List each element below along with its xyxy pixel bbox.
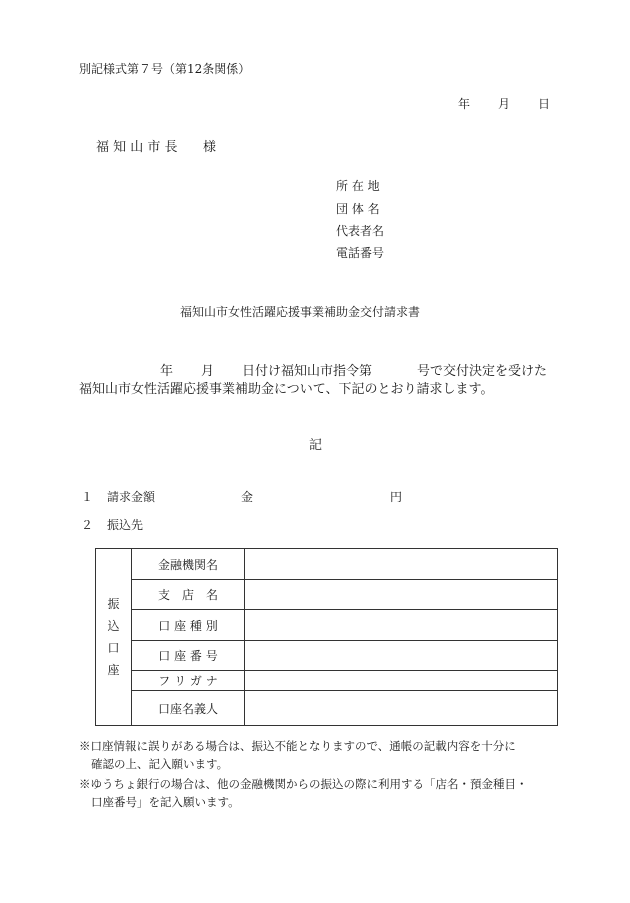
body-line2: 福知山市女性活躍応援事業補助金について、下記のとおり請求します。 [79,382,494,397]
branch-name-field[interactable] [245,580,558,610]
item1-kin: 金 [241,490,254,504]
date-day-label: 日 [538,97,551,111]
side-char-4: 座 [107,663,120,677]
applicant-phone-label: 電話番号 [336,246,385,260]
account-holder-field[interactable] [245,691,558,726]
date-year-label: 年 [458,97,471,111]
note2-line1: ※ゆうちょ銀行の場合は、他の金融機関からの振込の際に利用する「店名・預金種目・ [79,777,528,791]
note2-line2: 口座番号」を記入願います。 [91,795,240,809]
item2-number: ２ [81,518,94,532]
applicant-org-label: 団 体 名 [336,202,380,216]
furigana-field[interactable] [245,671,558,691]
account-type-label: 口 座 種 別 [132,610,245,641]
applicant-rep-label: 代表者名 [336,224,385,238]
note-yucho [79,775,559,811]
account-type-field[interactable] [245,610,558,641]
addressee-name: 福 知 山 市 長 [96,140,178,155]
body-year: 年 [160,364,174,379]
account-number-field[interactable] [245,641,558,671]
side-char-2: 込 [107,619,120,633]
item1-label: 請求金額 [107,490,156,504]
item2-label: 振込先 [107,518,144,532]
addressee-honorific: 様 [203,140,217,155]
account-table [95,548,558,726]
note-account-info [79,737,559,773]
item1-number: １ [81,490,94,504]
bank-name-field[interactable] [245,549,558,580]
item1-yen: 円 [390,490,403,504]
date-month-label: 月 [498,97,511,111]
branch-name-label: 支 店 名 [132,580,245,610]
bank-name-label: 金融機関名 [132,549,245,580]
note1-line2: 確認の上、記入願います。 [91,757,229,771]
body-decision: 号で交付決定を受けた [417,364,548,379]
applicant-address-label: 所 在 地 [336,179,380,193]
side-char-3: 口 [107,641,120,655]
body-directive: 日付け福知山市指令第 [242,364,373,379]
ki-heading: 記 [309,438,323,453]
account-side-label [96,549,132,726]
furigana-label: フ リ ガ ナ [132,671,245,691]
side-char-1: 振 [107,597,120,611]
account-holder-label: 口座名義人 [132,691,245,726]
form-number: 別記様式第７号（第12条関係） [79,62,251,76]
body-month: 月 [201,364,215,379]
account-number-label: 口 座 番 号 [132,641,245,671]
document-title: 福知山市女性活躍応援事業補助金交付請求書 [180,305,421,319]
note1-line1: ※口座情報に誤りがある場合は、振込不能となりますので、通帳の記載内容を十分に [79,739,516,753]
